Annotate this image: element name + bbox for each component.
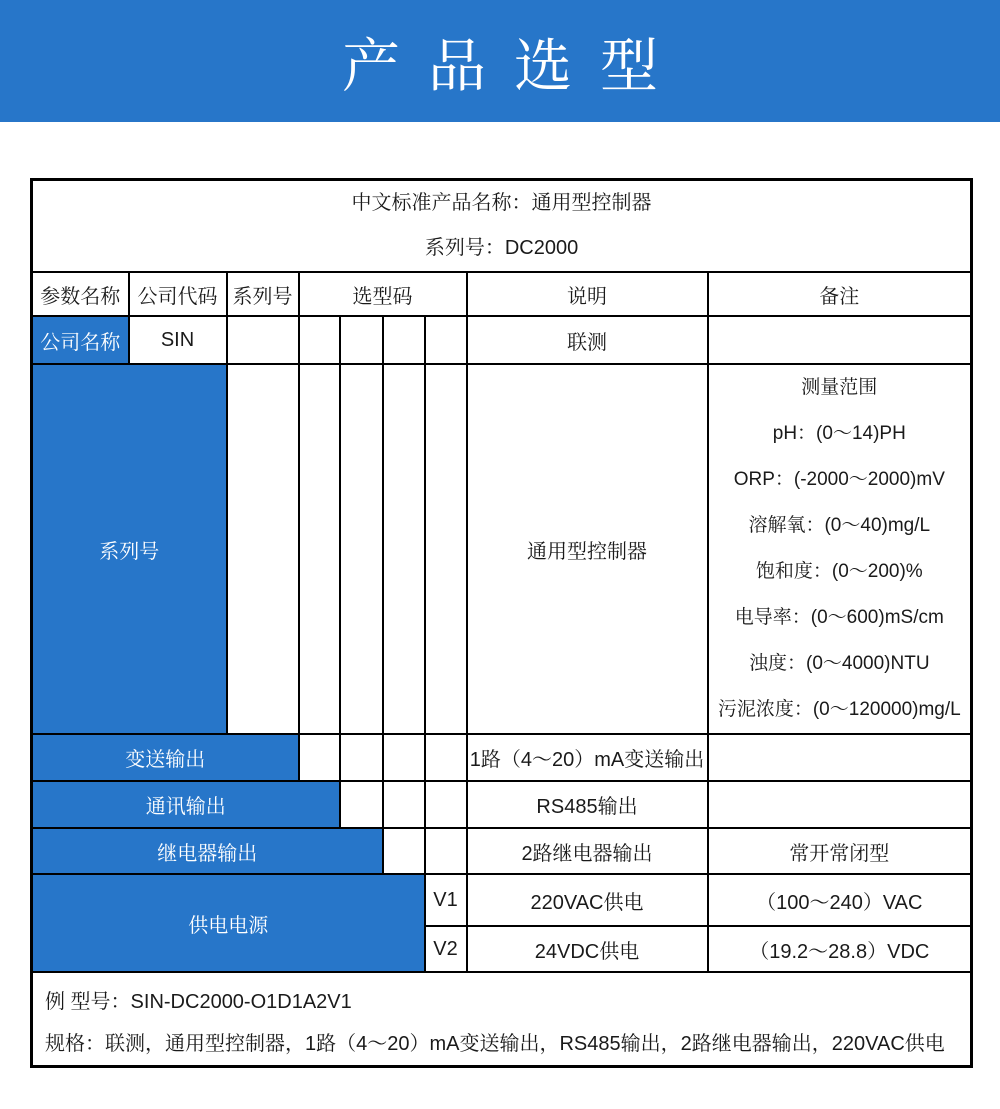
transmit-remark bbox=[708, 734, 972, 781]
relay-output-row bbox=[32, 828, 972, 874]
power-v1-description: 220VAC供电 bbox=[467, 874, 708, 926]
transmit-empty-cell bbox=[425, 734, 467, 781]
measure-range-ph: pH：(0～14)PH bbox=[772, 423, 906, 444]
series-empty-cell bbox=[383, 364, 425, 734]
relay-empty-cell bbox=[425, 828, 467, 874]
product-selection-table bbox=[30, 178, 973, 1068]
power-v1-remark: （100～240）VAC bbox=[708, 874, 972, 926]
example-row bbox=[32, 972, 972, 1067]
power-supply-label: 供电电源 bbox=[32, 874, 425, 972]
example-spec-line: 规格：联测，通用型控制器，1路（4～20）mA变送输出，RS485输出，2路继电器输出，220VAC供电 bbox=[45, 1033, 945, 1055]
company-description: 联测 bbox=[467, 316, 708, 364]
series-empty-cell bbox=[299, 364, 340, 734]
company-remark bbox=[708, 316, 972, 364]
comm-description: RS485输出 bbox=[467, 781, 708, 828]
header-description: 说明 bbox=[467, 272, 708, 316]
transmit-description: 1路（4～20）mA变送输出 bbox=[467, 734, 708, 781]
series-number-line: 系列号：DC2000 bbox=[424, 237, 579, 259]
series-row-label: 系列号 bbox=[32, 364, 227, 734]
comm-empty-cell bbox=[425, 781, 467, 828]
company-empty-cell bbox=[340, 316, 383, 364]
header-series: 系列号 bbox=[227, 272, 299, 316]
series-row bbox=[32, 364, 972, 734]
product-name-line: 中文标准产品名称：通用型控制器 bbox=[351, 192, 652, 214]
power-v1-row bbox=[32, 874, 972, 926]
table-header-row bbox=[32, 272, 972, 316]
measure-range-turbidity: 浊度：(0～4000)NTU bbox=[749, 653, 930, 674]
comm-remark bbox=[708, 781, 972, 828]
example-cell bbox=[32, 972, 972, 1067]
header-company-code: 公司代码 bbox=[129, 272, 227, 316]
transmit-empty-cell bbox=[383, 734, 425, 781]
relay-remark: 常开常闭型 bbox=[708, 828, 972, 874]
page-title: 产品选型 bbox=[341, 34, 686, 99]
page-banner bbox=[0, 0, 1000, 122]
measure-range-title: 测量范围 bbox=[801, 377, 878, 398]
company-empty-cell bbox=[383, 316, 425, 364]
example-model-line: 例 型号：SIN-DC2000-O1D1A2V1 bbox=[45, 991, 352, 1013]
transmit-empty-cell bbox=[340, 734, 383, 781]
comm-empty-cell bbox=[383, 781, 425, 828]
measure-range-saturation: 饱和度：(0～200)% bbox=[755, 561, 923, 582]
comm-empty-cell bbox=[340, 781, 383, 828]
series-empty-cell bbox=[425, 364, 467, 734]
power-v2-remark: （19.2～28.8）VDC bbox=[708, 926, 972, 972]
series-empty-cell bbox=[340, 364, 383, 734]
power-v2-description: 24VDC供电 bbox=[467, 926, 708, 972]
comm-output-row bbox=[32, 781, 972, 828]
header-param-name: 参数名称 bbox=[32, 272, 129, 316]
comm-output-label: 通讯输出 bbox=[32, 781, 340, 828]
company-row bbox=[32, 316, 972, 364]
series-remark bbox=[708, 364, 972, 734]
series-empty-cell bbox=[227, 364, 299, 734]
banner-table-gap bbox=[0, 122, 1000, 178]
transmit-output-row bbox=[32, 734, 972, 781]
table-title-row bbox=[32, 180, 972, 273]
series-description: 通用型控制器 bbox=[467, 364, 708, 734]
measure-range-do: 溶解氧：(0～40)mg/L bbox=[748, 515, 931, 536]
power-v2-code: V2 bbox=[425, 926, 467, 972]
transmit-empty-cell bbox=[299, 734, 340, 781]
transmit-output-label: 变送输出 bbox=[32, 734, 299, 781]
relay-description: 2路继电器输出 bbox=[467, 828, 708, 874]
company-empty-cell bbox=[227, 316, 299, 364]
header-remark: 备注 bbox=[708, 272, 972, 316]
company-code-value: SIN bbox=[129, 316, 227, 364]
power-v1-code: V1 bbox=[425, 874, 467, 926]
relay-empty-cell bbox=[383, 828, 425, 874]
measure-range-orp: ORP：(-2000～2000)mV bbox=[733, 469, 945, 490]
company-row-label: 公司名称 bbox=[32, 316, 129, 364]
company-empty-cell bbox=[425, 316, 467, 364]
header-selection-code: 选型码 bbox=[299, 272, 467, 316]
company-empty-cell bbox=[299, 316, 340, 364]
table-title-cell bbox=[32, 180, 972, 273]
relay-output-label: 继电器输出 bbox=[32, 828, 383, 874]
measure-range-sludge: 污泥浓度：(0～120000)mg/L bbox=[717, 699, 961, 720]
measure-range-conductivity: 电导率：(0～600)mS/cm bbox=[734, 607, 944, 628]
